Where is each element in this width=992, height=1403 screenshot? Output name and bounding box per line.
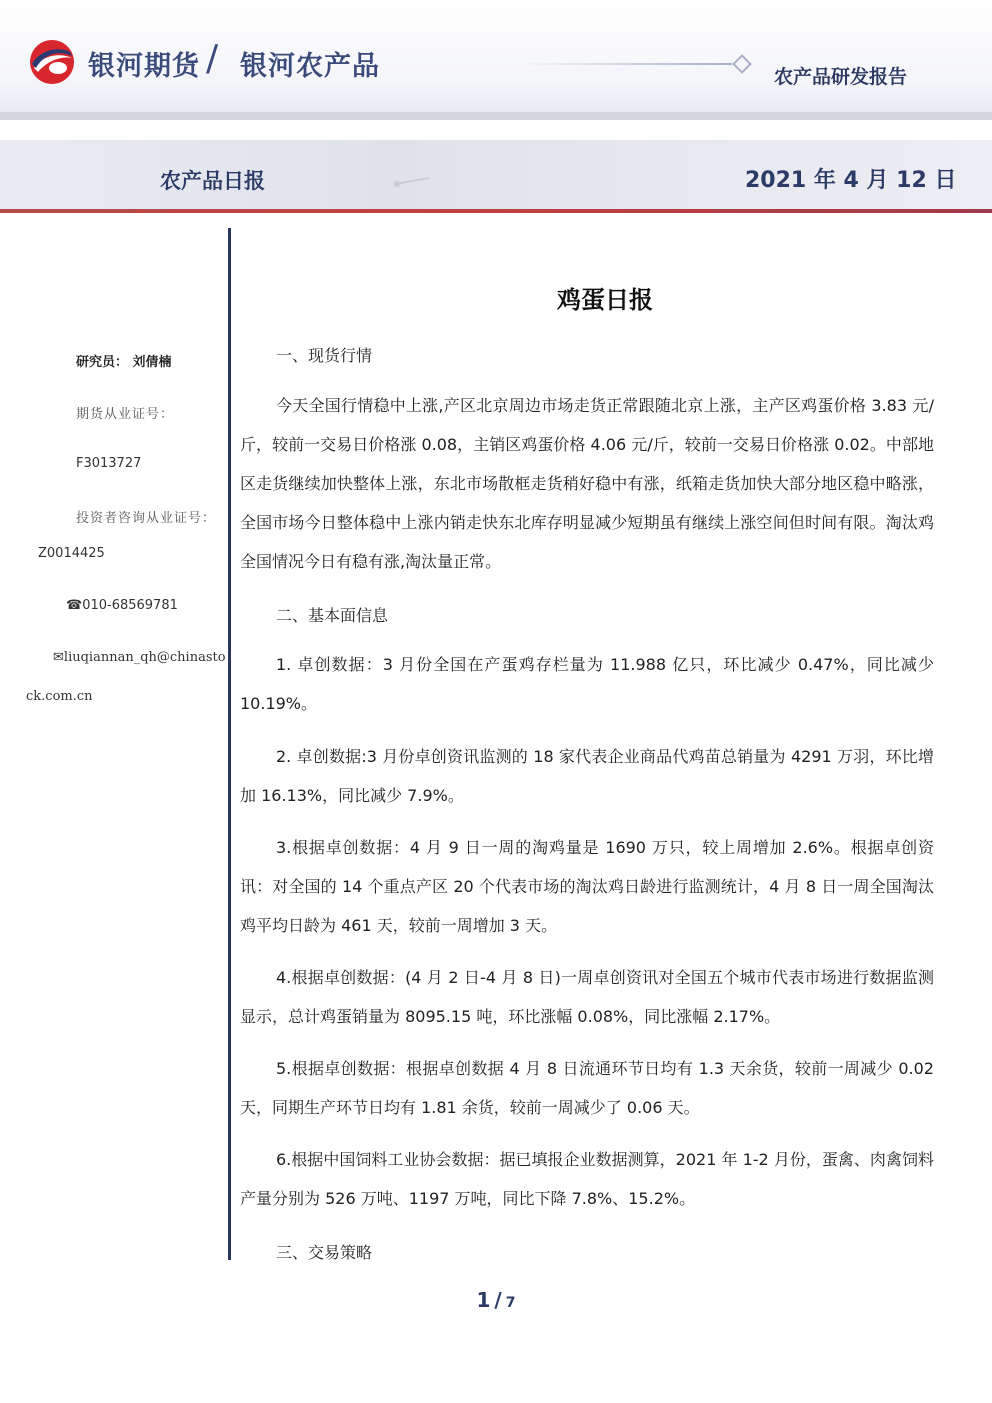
futures-cert-label: 期货从业证号：	[76, 407, 175, 422]
invest-cert-number: Z0014425	[38, 546, 105, 561]
page-number	[0, 1288, 992, 1312]
banner-accent-line	[0, 209, 992, 213]
brand-name: 银河期货	[88, 51, 200, 82]
fundamental-item-6: 6.根据中国饲料工业协会数据：据已填报企业数据测算，2021 年 1-2 月份，蛋禽、肉禽饲料产量分别为 526 万吨、1197 万吨，同比下降 7.8%、15.2%。	[240, 1150, 934, 1208]
column-divider	[228, 228, 231, 1260]
fundamental-item-5: 5.根据卓创数据：根据卓创数据 4 月 8 日流通环节日均有 1.3 天余货，较前一周减少 0.02 天，同期生产环节日均有 1.81 余货，较前一周减少了 0.06 天。	[240, 1059, 934, 1117]
spot-market-paragraph: 今天全国行情稳中上涨,产区北京周边市场走货正常跟随北京上涨，主产区鸡蛋价格 3.83 元/斤，较前一交易日价格涨 0.08，主销区鸡蛋价格 4.06 元/斤，较前一交易日价格涨 0.02。中部地区走货继续加快整体上涨，东北市场散框走货稍好稳中有涨，纸箱走货加快大部分地区稳中略涨，全国市场今日整体稳中上涨内销走快东北库存明显减少短期虽有继续上涨空间但时间有限。淘汰鸡全国情况今日有稳有涨,淘汰量正常。	[240, 396, 934, 571]
page-separator: /	[494, 1288, 502, 1312]
section-spot-market: 一、现货行情	[276, 346, 373, 365]
researcher-name: 研究员： 刘倩楠	[76, 355, 172, 370]
section-trading-strategy: 三、交易策略	[276, 1243, 373, 1262]
pen-icon	[385, 160, 475, 190]
email-line[interactable]	[53, 650, 226, 665]
phone-line	[66, 598, 178, 613]
header-divider	[0, 112, 992, 120]
email-address-part2[interactable]: ck.com.cn	[26, 689, 93, 704]
fundamental-item-3: 3.根据卓创数据：4 月 9 日一周的淘鸡量是 1690 万只，较上周增加 2.6%。根据卓创资讯：对全国的 14 个重点产区 20 个代表市场的淘汰鸡日龄进行监测统计，4 月 8 日一周全国淘汰鸡平均日龄为 461 天，较前一周增加 3 天。	[240, 838, 934, 935]
report-type: 农产品研发报告	[774, 66, 908, 88]
page-total: 7	[505, 1295, 516, 1311]
phone-number: 010-68569781	[82, 598, 178, 613]
futures-cert-number: F3013727	[76, 456, 142, 471]
brand-sub-name: 银河农产品	[240, 51, 380, 82]
header-rule	[520, 63, 732, 65]
report-date: 2021 年 4 月 12 日	[745, 168, 957, 193]
fundamental-item-4: 4.根据卓创数据：(4 月 2 日-4 月 8 日)一周卓创资讯对全国五个城市代表市场进行数据监测显示，总计鸡蛋销量为 8095.15 吨，环比涨幅 0.08%，同比涨幅 2.17%。	[240, 968, 934, 1026]
section-fundamentals: 二、基本面信息	[276, 606, 389, 625]
phone-icon: ☎	[66, 598, 83, 613]
page-current: 1	[476, 1288, 491, 1312]
brand-separator: /	[206, 38, 219, 79]
email-address-part1[interactable]: liuqiannan_qh@chinasto	[63, 650, 226, 665]
fundamental-item-1: 1. 卓创数据：3 月份全国在产蛋鸡存栏量为 11.988 亿只，环比减少 0.47%，同比减少 10.19%。	[240, 655, 934, 713]
document-title: 鸡蛋日报	[557, 286, 653, 314]
email-icon: ✉	[53, 650, 64, 665]
fundamental-item-2: 2. 卓创数据:3 月份卓创资讯监测的 18 家代表企业商品代鸡苗总销量为 4291 万羽，环比增加 16.13%，同比减少 7.9%。	[240, 747, 934, 805]
invest-cert-label: 投资者咨询从业证号：	[76, 511, 217, 526]
galaxy-logo-icon	[28, 38, 76, 86]
report-category: 农产品日报	[160, 169, 265, 193]
